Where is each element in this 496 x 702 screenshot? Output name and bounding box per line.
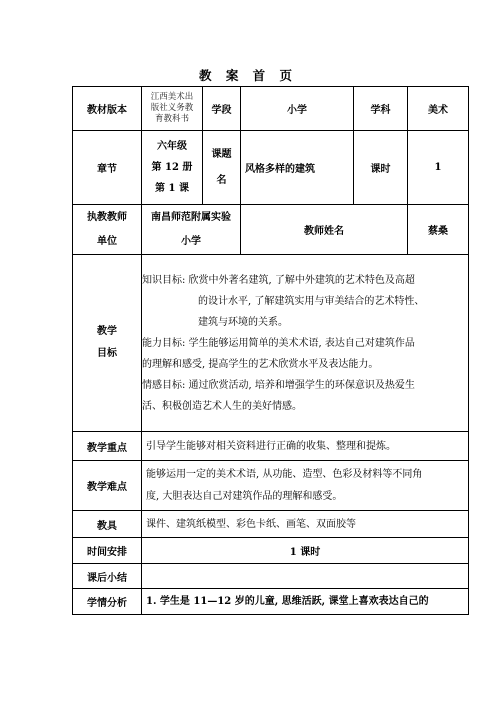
ability-line-1: 能力目标: 学生能够运用简单的美术术语, 表达自己对建筑作品 — [142, 337, 415, 349]
hours-value: 1 — [408, 131, 469, 205]
knowledge-line-1: 知识目标: 欣赏中外著名建筑, 了解中外建筑的艺术特色及高超 — [142, 274, 415, 286]
label-stage: 学段 — [203, 87, 241, 131]
schedule-value: 1 课时 — [142, 538, 469, 564]
teacher-name-value: 蔡桑 — [408, 205, 469, 255]
unit-value: 南昌师范附属实验 小学 — [142, 205, 241, 255]
label-schedule: 时间安排 — [73, 538, 142, 564]
row-chapter — [73, 131, 469, 205]
chapter-value: 六年级 第 12 册 第 1 课 — [142, 131, 203, 205]
label-teacher-name: 教师姓名 — [241, 205, 408, 255]
label-key-points: 教学重点 — [73, 432, 142, 461]
summary-value — [142, 564, 469, 589]
objectives-content — [142, 255, 469, 432]
subject-value: 美术 — [408, 87, 469, 131]
emotion-line-1: 情感目标: 通过欣赏活动, 培养和增强学生的环保意识及热爱生 — [142, 379, 415, 391]
analysis-value: 1. 学生是 11—12 岁的儿童, 思维活跃, 课堂上喜欢表达自己的 — [142, 589, 469, 615]
row-tools — [73, 511, 469, 538]
knowledge-line-3: 建筑与环境的关系。 — [198, 316, 288, 328]
textbook-value: 江西美术出 版社义务教 育教科书 — [142, 87, 203, 131]
row-objectives — [73, 255, 469, 432]
label-tools: 教具 — [73, 511, 142, 538]
label-hours: 课时 — [354, 131, 408, 205]
label-textbook: 教材版本 — [73, 87, 142, 131]
label-objectives: 教学 目标 — [73, 255, 142, 432]
row-key-points — [73, 432, 469, 461]
row-analysis — [73, 589, 469, 615]
label-teacher-unit: 执教教师 单位 — [73, 205, 142, 255]
row-schedule — [73, 538, 469, 564]
page-title: 教 案 首 页 — [198, 68, 298, 83]
label-chapter: 章节 — [73, 131, 142, 205]
label-summary: 课后小结 — [73, 564, 142, 589]
lesson-plan-table — [72, 86, 469, 615]
knowledge-line-2: 的设计水平, 了解建筑实用与审美结合的艺术特性、 — [198, 295, 425, 307]
label-difficulties: 教学难点 — [73, 461, 142, 511]
label-topic: 课题 名 — [203, 131, 241, 205]
ability-line-2: 的理解和感受, 提高学生的艺术欣赏水平及表达能力。 — [142, 358, 379, 370]
row-textbook — [73, 87, 469, 131]
row-teacher — [73, 205, 469, 255]
stage-value: 小学 — [241, 87, 354, 131]
difficulties-value: 能够运用一定的美术术语, 从功能、造型、色彩及材料等不同角 度, 大胆表达自己对建筑作品的理解和感受。 — [142, 461, 469, 511]
key-points-value: 引导学生能够对相关资料进行正确的收集、整理和提炼。 — [142, 432, 469, 461]
row-difficulties — [73, 461, 469, 511]
topic-value: 风格多样的建筑 — [241, 131, 354, 205]
label-subject: 学科 — [354, 87, 408, 131]
label-analysis: 学情分析 — [73, 589, 142, 615]
row-summary — [73, 564, 469, 589]
emotion-line-2: 活、积极创造艺术人生的美好情感。 — [142, 400, 302, 412]
tools-value: 课件、建筑纸模型、彩色卡纸、画笔、双面胶等 — [142, 511, 469, 538]
